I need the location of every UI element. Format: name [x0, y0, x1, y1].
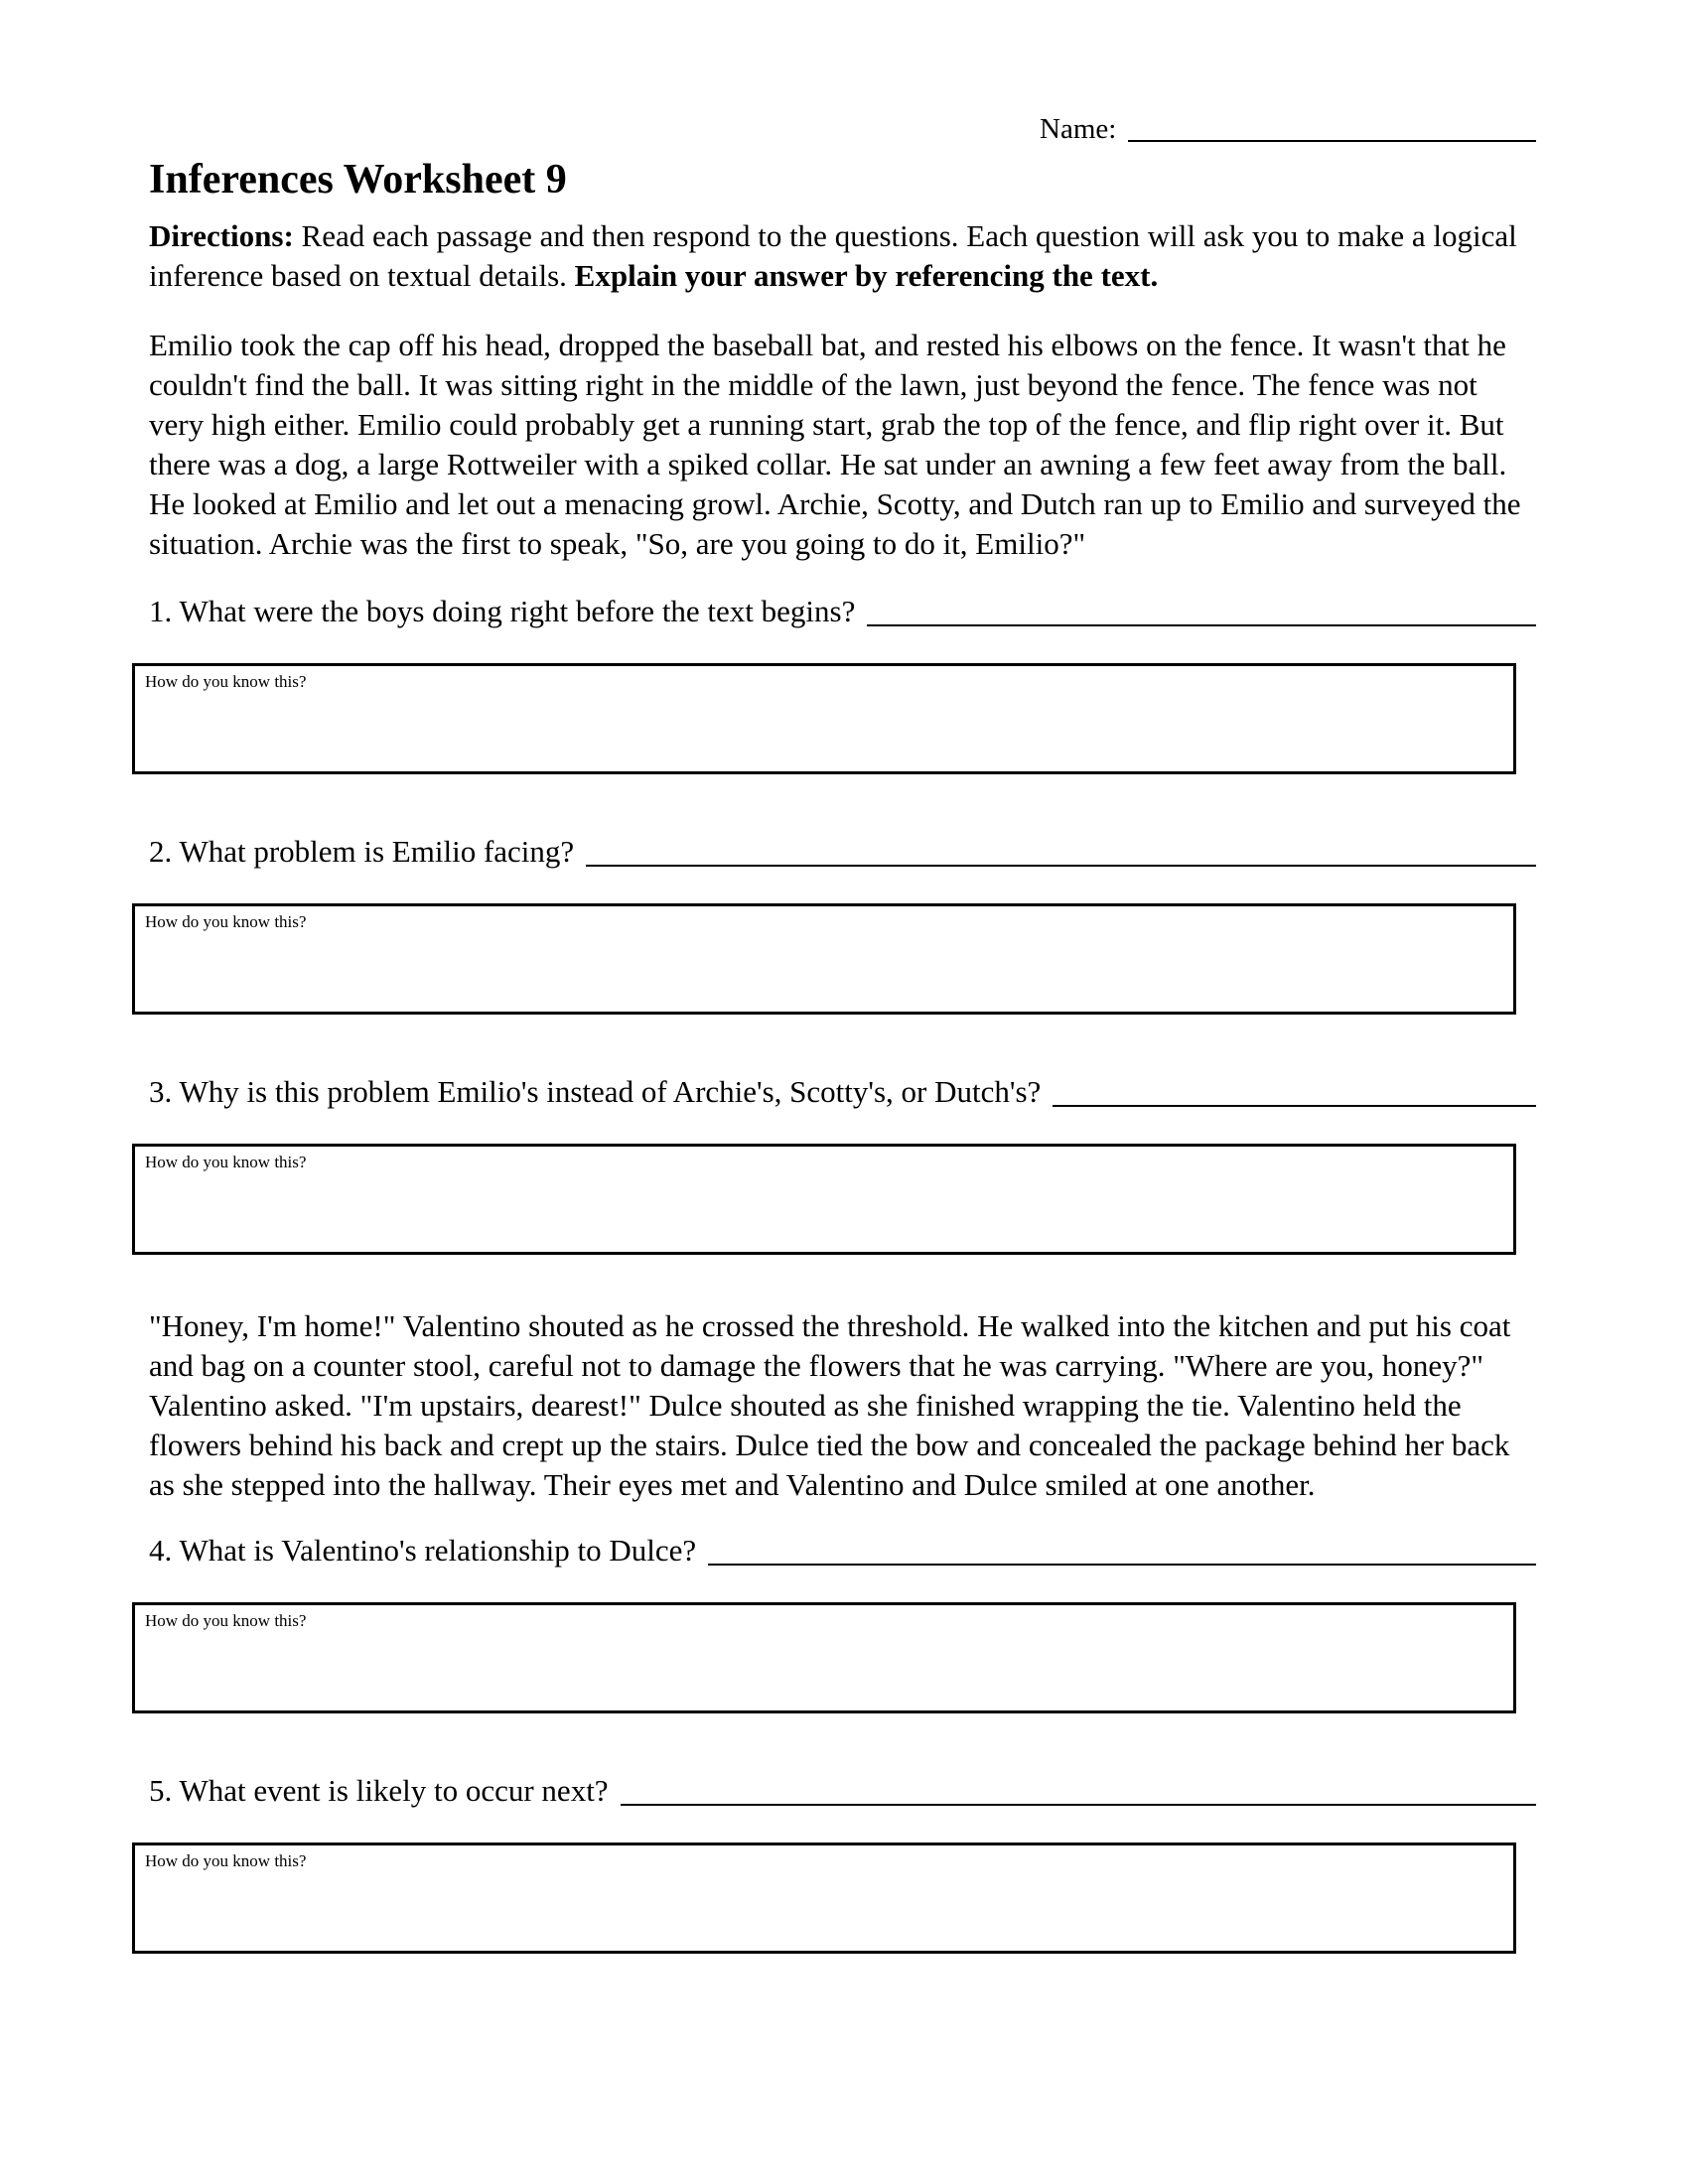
- answer-box-prompt: How do you know this?: [145, 912, 307, 931]
- question-3-answer-box[interactable]: [132, 1144, 1516, 1255]
- question-2-answer-line[interactable]: [586, 832, 1536, 867]
- question-3-answer-line[interactable]: [1053, 1072, 1536, 1107]
- directions-label: Directions:: [149, 218, 294, 253]
- question-2: [149, 832, 1536, 872]
- question-1-answer-box[interactable]: [132, 663, 1516, 774]
- page-title: Inferences Worksheet 9: [149, 157, 567, 203]
- question-2-answer-box[interactable]: [132, 903, 1516, 1015]
- passage-emilio: Emilio took the cap off his head, dropped the baseball bat, and rested his elbows on the fence. It wasn't that he couldn't find the ball. It was sitting right in the middle of the lawn, just beyond the fence. The fence was not very high either. Emilio could probably get a running start, grab the top of the fence, and flip right over it. But there was a dog, a large Rottweiler with a spiked collar. He sat under an awning a few feet away from the ball. He looked at Emilio and let out a menacing growl. Archie, Scotty, and Dutch ran up to Emilio and surveyed the situation. Archie was the first to speak, "So, are you going to do it, Emilio?": [149, 328, 1521, 561]
- question-1-answer-line[interactable]: [867, 592, 1536, 626]
- question-4-answer-box[interactable]: [132, 1602, 1516, 1713]
- name-field-row: [1040, 111, 1536, 147]
- question-5-answer-line[interactable]: [621, 1771, 1536, 1806]
- question-4-answer-line[interactable]: [708, 1531, 1536, 1566]
- question-3-text: 3. Why is this problem Emilio's instead of Archie's, Scotty's, or Dutch's?: [149, 1074, 1042, 1109]
- question-3: [149, 1072, 1536, 1112]
- passage-valentino: "Honey, I'm home!" Valentino shouted as he crossed the threshold. He walked into the kitchen and put his coat and bag on a counter stool, careful not to damage the flowers that he was carrying. "Where are you, honey?" Valentino asked. "I'm upstairs, dearest!" Dulce shouted as she finished wrapping the tie. Valentino held the flowers behind his back and crept up the stairs. Dulce tied the bow and concealed the package behind her back as she stepped into the hallway. Their eyes met and Valentino and Dulce smiled at one another.: [149, 1308, 1511, 1502]
- question-1: [149, 592, 1536, 631]
- name-blank-line[interactable]: [1128, 111, 1536, 142]
- name-label: Name:: [1040, 113, 1117, 145]
- directions-body: Read each passage and then respond to the questions. Each question will ask you to make a logical inference based on textual details.: [149, 218, 1517, 293]
- question-1-text: 1. What were the boys doing right before the text begins?: [149, 594, 856, 628]
- question-4: [149, 1531, 1536, 1570]
- directions: [149, 216, 1536, 296]
- answer-box-prompt: How do you know this?: [145, 1153, 307, 1171]
- question-5: [149, 1771, 1536, 1811]
- question-5-answer-box[interactable]: [132, 1843, 1516, 1954]
- answer-box-prompt: How do you know this?: [145, 672, 307, 691]
- question-2-text: 2. What problem is Emilio facing?: [149, 834, 575, 869]
- question-5-text: 5. What event is likely to occur next?: [149, 1773, 609, 1808]
- answer-box-prompt: How do you know this?: [145, 1851, 307, 1870]
- question-4-text: 4. What is Valentino's relationship to Dulce?: [149, 1533, 697, 1568]
- directions-emphasis: Explain your answer by referencing the text.: [574, 258, 1159, 293]
- answer-box-prompt: How do you know this?: [145, 1611, 307, 1630]
